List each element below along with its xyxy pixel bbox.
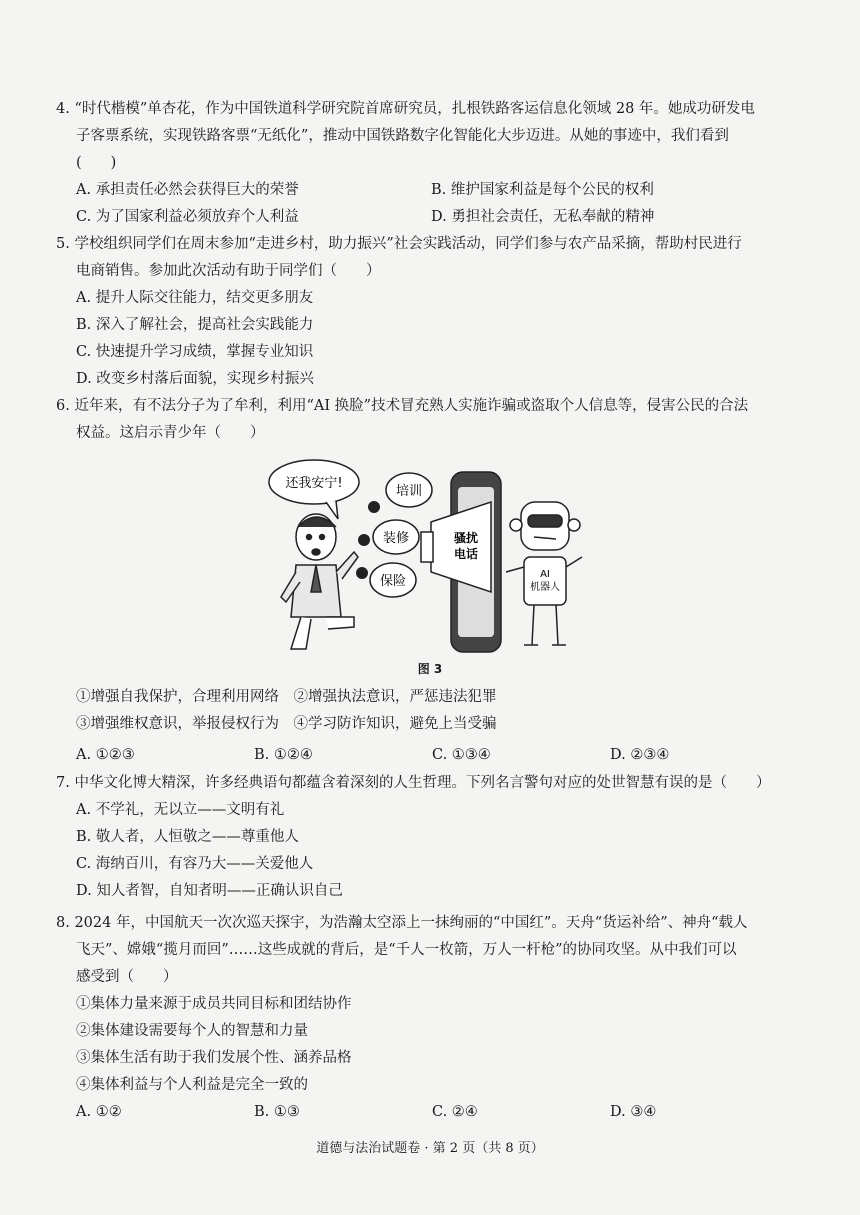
question-4-option-d[interactable]: D. 勇担社会责任，无私奉献的精神: [431, 209, 655, 225]
question-8-option-b[interactable]: B. ①③: [254, 1104, 300, 1120]
question-6-statement-3-4: ③增强维权意识，举报侵权行为 ④学习防诈知识，避免上当受骗: [76, 716, 497, 732]
question-4-stem-line-3: ( ): [76, 155, 117, 171]
question-8-statement-4: ④集体利益与个人利益是完全一致的: [76, 1077, 308, 1093]
megaphone-text-1: 骚扰: [453, 531, 479, 545]
figure-3-cartoon: [266, 457, 606, 657]
question-5-stem-line-2: 电商销售。参加此次活动有助于同学们（ ）: [76, 263, 381, 279]
question-5-option-c[interactable]: C. 快速提升学习成绩，掌握专业知识: [76, 344, 314, 360]
question-4-options-row-1: [56, 177, 816, 204]
question-8-option-d[interactable]: D. ③④: [610, 1104, 657, 1120]
robot-label-2: 机器人: [530, 582, 560, 593]
question-8: [56, 910, 816, 1126]
question-8-option-c[interactable]: C. ②④: [432, 1104, 478, 1120]
figure-caption: 图 3: [417, 662, 443, 676]
speech-bubble-tail: [326, 501, 338, 519]
bubble-dot-icon: [358, 534, 370, 546]
bubble-dot-icon: [368, 501, 380, 513]
question-5-stem-line-1: 5. 学校组织同学们在周末参加“走进乡村，助力振兴”社会实践活动，同学们参与农产品采摘，帮助村民进行: [56, 236, 742, 252]
question-4-option-a[interactable]: A. 承担责任必然会获得巨大的荣誉: [76, 182, 299, 198]
question-8-option-a[interactable]: A. ①②: [76, 1104, 122, 1120]
question-4-option-c[interactable]: C. 为了国家利益必须放弃个人利益: [76, 209, 299, 225]
bubble-dot-icon: [356, 567, 368, 579]
question-5: [56, 231, 816, 393]
question-8-statement-2: ②集体建设需要每个人的智慧和力量: [76, 1023, 308, 1039]
question-6-stem-line-1: 6. 近年来，有不法分子为了牟利，利用“AI 换脸”技术冒充熟人实施诈骗或盗取个人信息等，侵害公民的合法: [56, 398, 749, 414]
question-4: [56, 96, 816, 231]
question-6-option-b[interactable]: B. ①②④: [254, 747, 313, 763]
question-5-option-a[interactable]: A. 提升人际交往能力，结交更多朋友: [76, 290, 314, 306]
question-6-stem-line-2: 权益。这启示青少年（ ）: [76, 425, 265, 441]
question-7-option-d[interactable]: D. 知人者智，自知者明——正确认识自己: [76, 883, 343, 899]
question-7-option-b[interactable]: B. 敬人者，人恒敬之——尊重他人: [76, 829, 299, 845]
question-8-stem-line-3: 感受到（ ）: [76, 969, 178, 985]
ad-bubble-renovation-text: 装修: [382, 531, 410, 546]
question-6-statement-1-2: ①增强自我保护，合理利用网络 ②增强执法意识，严惩违法犯罪: [76, 689, 497, 705]
question-6-statements: [56, 684, 816, 769]
question-8-options: [56, 1099, 816, 1126]
question-4-option-b[interactable]: B. 维护国家利益是每个公民的权利: [431, 182, 654, 198]
question-6-options: [56, 742, 816, 769]
ad-bubble-insurance-text: 保险: [379, 574, 407, 589]
question-8-statement-3: ③集体生活有助于我们发展个性、涵养品格: [76, 1050, 352, 1066]
page-footer: 道德与法治试题卷 · 第 2 页（共 8 页）: [316, 1141, 544, 1156]
question-4-stem-line-2: 子客票系统，实现铁路客票“无纸化”，推动中国铁路数字化智能化大步迈进。从她的事迹中，我们看到: [76, 128, 729, 144]
ad-bubble-training-text: 培训: [395, 484, 423, 499]
question-8-statement-1: ①集体力量来源于成员共同目标和团结协作: [76, 996, 352, 1012]
question-6-option-a[interactable]: A. ①②③: [76, 747, 135, 763]
question-7-option-c[interactable]: C. 海纳百川，有容乃大——关爱他人: [76, 856, 314, 872]
question-6: [56, 393, 816, 447]
question-7: [56, 770, 816, 905]
speech-text: 还我安宁!: [285, 476, 343, 491]
megaphone-mouth: [421, 532, 433, 562]
robot-label-1: AI: [540, 569, 550, 580]
question-5-option-d[interactable]: D. 改变乡村落后面貌，实现乡村振兴: [76, 371, 314, 387]
question-6-option-c[interactable]: C. ①③④: [432, 747, 491, 763]
question-8-stem-line-2: 飞天”、嫦娥“揽月而回”……这些成就的背后，是“千人一枚箭，万人一杆枪”的协同攻坚。从中我们可以: [76, 942, 737, 958]
question-4-stem-line-1: 4. “时代楷模”单杏花，作为中国铁道科学研究院首席研究员，扎根铁路客运信息化领域 28 年。她成功研发电: [56, 101, 755, 117]
megaphone-text-2: 电话: [453, 547, 479, 561]
question-4-options-row-2: [56, 204, 816, 231]
question-7-option-a[interactable]: A. 不学礼，无以立——文明有礼: [76, 802, 285, 818]
man-figure: [281, 514, 358, 649]
question-7-stem: 7. 中华文化博大精深，许多经典语句都蕴含着深刻的人生哲理。下列名言警句对应的处世智慧有误的是（ ）: [56, 775, 771, 791]
question-6-option-d[interactable]: D. ②③④: [610, 747, 670, 763]
question-8-stem-line-1: 8. 2024 年，中国航天一次次巡天探宇，为浩瀚太空添上一抹绚丽的“中国红”。天舟“货运补给”、神舟“载人: [56, 915, 748, 931]
question-5-option-b[interactable]: B. 深入了解社会，提高社会实践能力: [76, 317, 314, 333]
